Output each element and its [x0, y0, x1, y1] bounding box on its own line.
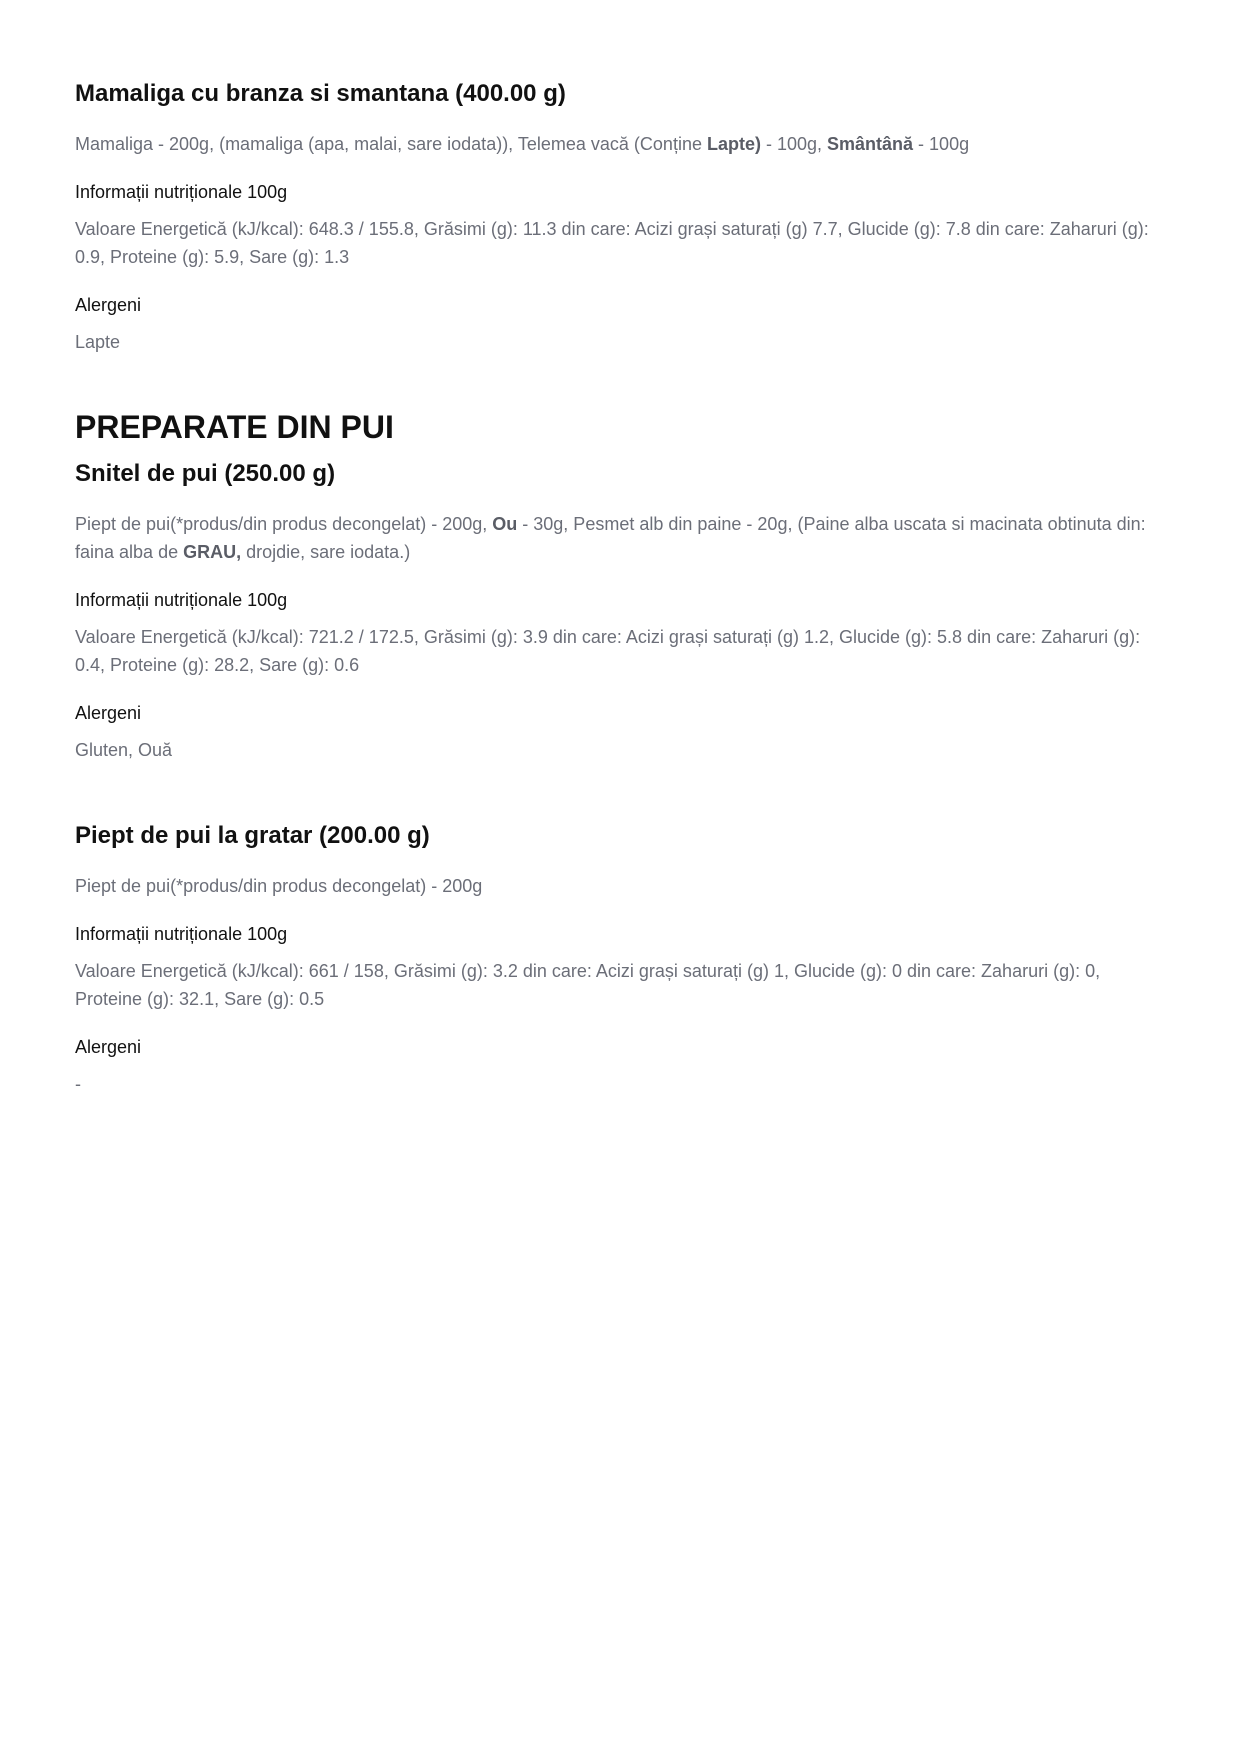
allergens-label: Alergeni — [75, 702, 142, 723]
ingredients-allergen-bold: Smântână — [827, 133, 914, 154]
allergens-values: Gluten, Ouă — [75, 739, 173, 760]
item-ingredients — [75, 510, 1165, 566]
item-title: Piept de pui la gratar (200.00 g) — [75, 821, 430, 849]
nutrition-label: Informații nutriționale 100g — [75, 923, 288, 944]
category-title: PREPARATE DIN PUI — [75, 408, 394, 445]
ingredients-text: - 100g — [913, 133, 970, 154]
ingredients-allergen-bold: Lapte) — [706, 133, 761, 154]
nutrition-values: Valoare Energetică (kJ/kcal): 648.3 / 155.8, Grăsimi (g): 11.3 din care: Acizi grași saturați (g) 7.7, Glucide (g): 7.8 din care: Zaharuri (g): 0.9, Proteine (g): 5.9, Sare (g): 1.3 — [75, 218, 1149, 267]
nutrition-label: Informații nutriționale 100g — [75, 589, 288, 610]
ingredients-allergen-bold: GRAU, — [183, 541, 242, 562]
ingredients-text: drojdie, sare iodata.) — [241, 541, 411, 562]
ingredients-text: Mamaliga - 200g, (mamaliga (apa, malai, sare iodata)), Telemea vacă (Conține — [75, 133, 707, 154]
ingredients-text: Piept de pui(*produs/din produs decongelat) - 200g — [75, 875, 483, 896]
menu-item — [75, 460, 1165, 764]
menu-item — [75, 822, 1165, 1098]
item-title: Snitel de pui (250.00 g) — [75, 460, 336, 488]
allergens-label: Alergeni — [75, 294, 142, 315]
nutrition-label: Informații nutriționale 100g — [75, 181, 288, 202]
allergens-label: Alergeni — [75, 1036, 142, 1057]
allergens-values: - — [75, 1073, 81, 1094]
ingredients-text: - 100g, — [760, 133, 828, 154]
allergens-values: Lapte — [75, 331, 121, 352]
nutrition-values: Valoare Energetică (kJ/kcal): 661 / 158, Grăsimi (g): 3.2 din care: Acizi grași saturați (g) 1, Glucide (g): 0 din care: Zaharuri (g): 0, Proteine (g): 32.1, Sare (g): 0.5 — [75, 960, 1101, 1009]
item-title: Mamaliga cu branza si smantana (400.00 g) — [75, 80, 566, 107]
menu-category — [75, 408, 1165, 446]
nutrition-values: Valoare Energetică (kJ/kcal): 721.2 / 172.5, Grăsimi (g): 3.9 din care: Acizi grași saturați (g) 1.2, Glucide (g): 5.8 din care: Zaharuri (g): 0.4, Proteine (g): 28.2, Sare (g): 0.6 — [75, 626, 1141, 675]
ingredients-text: - 30g, Pesmet alb din paine - 20g, (Paine alba uscata si macinata obtinuta din: faina alba de — [75, 513, 1146, 562]
item-ingredients — [75, 130, 1165, 158]
ingredients-text: Piept de pui(*produs/din produs decongelat) - 200g, — [75, 513, 493, 534]
menu-content — [75, 80, 1165, 1098]
menu-item — [75, 80, 1165, 356]
ingredients-allergen-bold: Ou — [492, 513, 518, 534]
item-ingredients — [75, 872, 1165, 900]
